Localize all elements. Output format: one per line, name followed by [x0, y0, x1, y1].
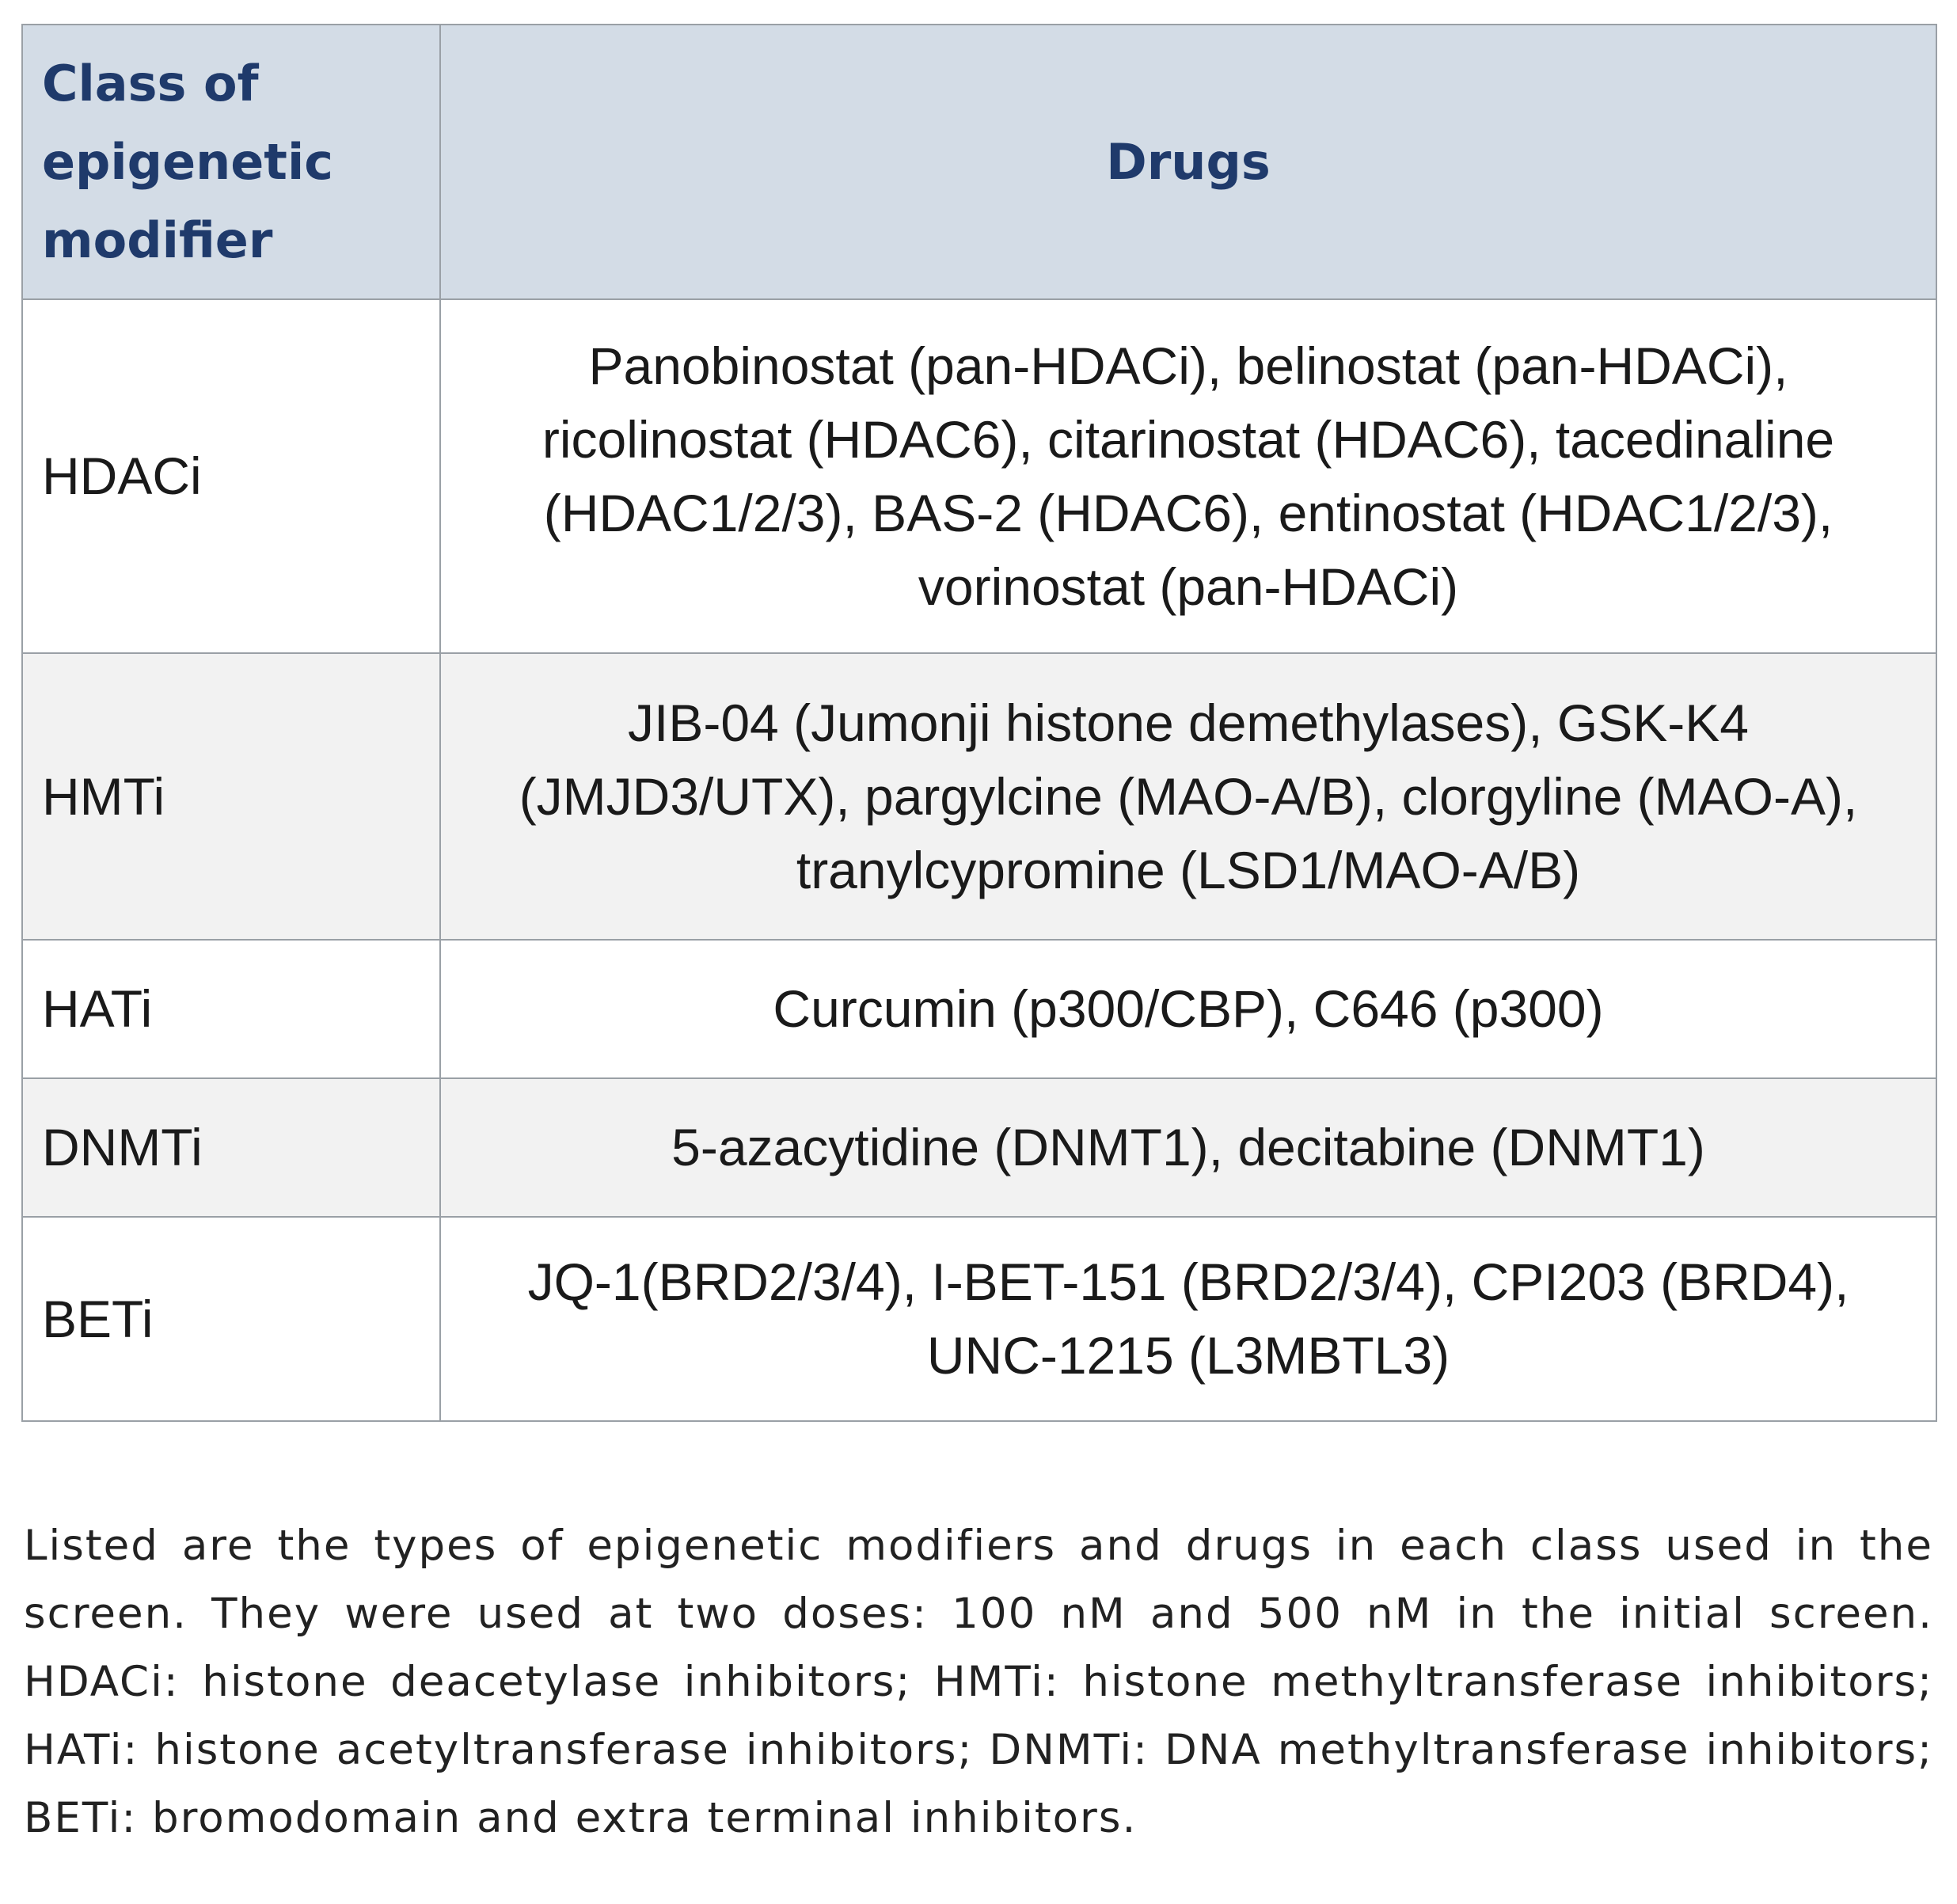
table-header-row [22, 25, 1936, 299]
table-row [22, 940, 1936, 1078]
column-header-class: Class of epigenetic modifier [22, 25, 440, 299]
drugs-cell-hdaci: Panobinostat (pan-HDACi), belinostat (pan-HDACi), ricolinostat (HDAC6), citarinostat (HDAC6), tacedinaline (HDAC1/2/3), BAS-2 (HDAC6), entinostat (HDAC1/2/3), vorinostat (pan-HDACi) [440, 299, 1936, 653]
drugs-cell-beti: JQ-1(BRD2/3/4), I-BET-151 (BRD2/3/4), CPI203 (BRD4), UNC-1215 (L3MBTL3) [440, 1217, 1936, 1421]
drugs-cell-dnmti: 5-azacytidine (DNMT1), decitabine (DNMT1) [440, 1078, 1936, 1217]
table-row [22, 653, 1936, 940]
drug-table-container [21, 24, 1936, 1422]
table-row [22, 1078, 1936, 1217]
class-cell-hmti: HMTi [22, 653, 440, 940]
class-cell-beti: BETi [22, 1217, 440, 1421]
drugs-cell-hati: Curcumin (p300/CBP), C646 (p300) [440, 940, 1936, 1078]
class-cell-dnmti: DNMTi [22, 1078, 440, 1217]
drugs-cell-hmti: JIB-04 (Jumonji histone demethylases), GSK-K4 (JMJD3/UTX), pargylcine (MAO-A/B), clorgyline (MAO-A), tranylcypromine (LSD1/MAO-A/B) [440, 653, 1936, 940]
table-caption: Listed are the types of epigenetic modifiers and drugs in each class used in the screen. They were used at two doses: 100 nM and 500 nM in the initial screen. HDACi: histone deacetylase inhibitors; HMTi: histone methyltransferase inhibitors; HATi: histone acetyltransferase inhibitors; DNMTi: DNA methyltransferase inhibitors; BETi: bromodomain and extra terminal inhibitors. [24, 1522, 1933, 1842]
class-cell-hati: HATi [22, 940, 440, 1078]
column-header-drugs: Drugs [440, 25, 1936, 299]
class-cell-hdaci: HDACi [22, 299, 440, 653]
epigenetic-drug-table [21, 24, 1937, 1422]
table-row [22, 299, 1936, 653]
table-row [22, 1217, 1936, 1421]
